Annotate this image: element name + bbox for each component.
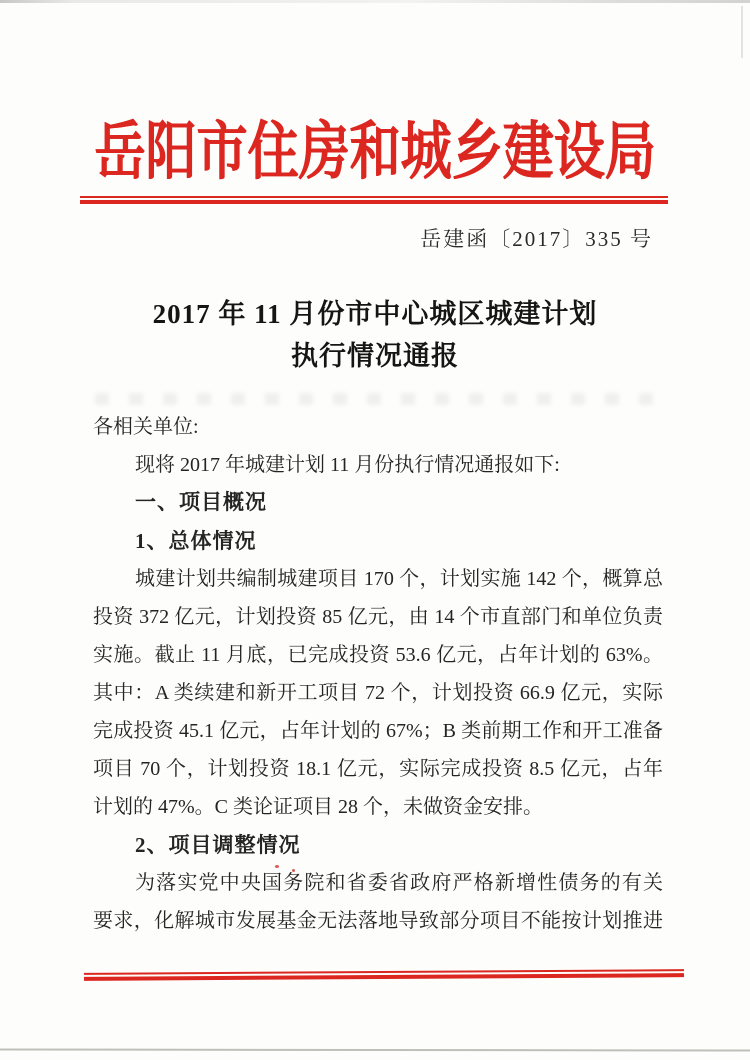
footer-red-rule	[84, 969, 684, 981]
agency-letterhead-title: 岳阳市住房和城乡建设局	[94, 117, 656, 187]
scan-artifact-right-tick	[741, 6, 743, 58]
document-title	[0, 293, 750, 377]
scan-artifact-bleedthrough	[95, 393, 655, 405]
document-title-line-2: 执行情况通报	[291, 341, 459, 371]
document-reference-number: 岳建函〔2017〕335 号	[420, 227, 653, 251]
paragraph-line: 项目 70 个，计划投资 18.1 亿元，实际完成投资 8.5 亿元，占年	[93, 758, 663, 780]
paragraph-line: 完成投资 45.1 亿元，占年计划的 67%；B 类前期工作和开工准备	[93, 720, 663, 742]
paragraph-line: 计划的 47%。C 类论证项目 28 个，未做资金安排。	[93, 796, 543, 818]
subsection-heading-1: 1、总体情况	[135, 529, 257, 553]
rule-thick-band	[80, 200, 668, 204]
scan-artifact-bottom-edge	[0, 1048, 750, 1051]
paragraph-line: 实施。截止 11 月底，已完成投资 53.6 亿元，占年计划的 63%。	[93, 644, 663, 666]
subsection-heading-2: 2、项目调整情况	[135, 833, 301, 857]
scan-artifact-top-edge	[0, 0, 750, 3]
document-title-line-1: 2017 年 11 月份市中心城区城建计划	[152, 299, 598, 329]
letterhead-red-rule	[80, 196, 668, 204]
salutation-line: 各相关单位:	[93, 416, 199, 438]
paragraph-line: 其中：A 类续建和新开工项目 72 个，计划投资 66.9 亿元，实际	[93, 682, 663, 704]
intro-line: 现将 2017 年城建计划 11 月份执行情况通报如下:	[135, 454, 560, 476]
paragraph-line: 为落实党中央国务院和省委省政府严格新增性债务的有关	[135, 872, 663, 894]
paragraph-line: 要求，化解城市发展基金无法落地导致部分项目不能按计划推进	[93, 910, 663, 932]
paragraph-line: 投资 372 亿元，计划投资 85 亿元，由 14 个市直部门和单位负责	[93, 606, 663, 628]
document-body	[93, 408, 663, 940]
paragraph-line: 城建计划共编制城建项目 170 个，计划实施 142 个，概算总	[135, 568, 663, 590]
section-heading-1: 一、项目概况	[135, 491, 267, 514]
